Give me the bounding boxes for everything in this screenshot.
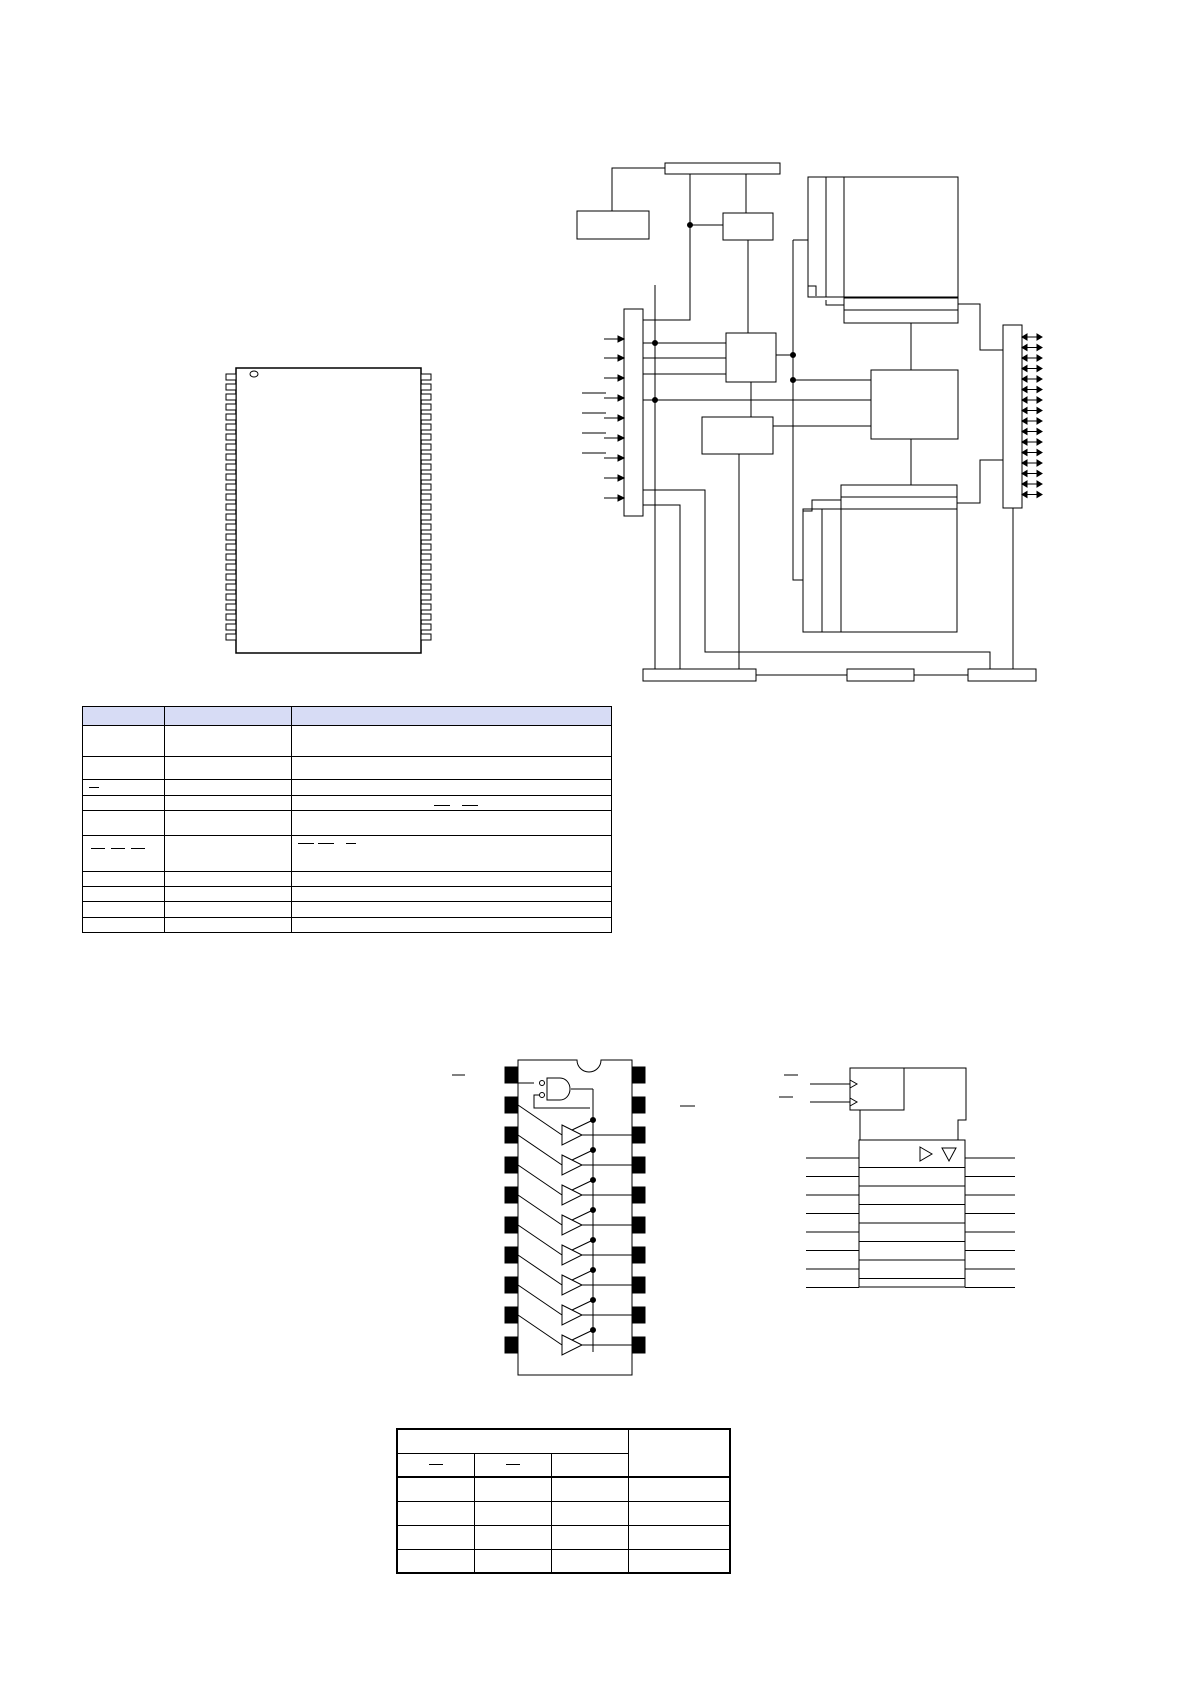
clock-triangle-icon [850, 1080, 857, 1088]
block-counter [702, 417, 773, 454]
enable-line [572, 1330, 593, 1340]
package-pin-left [226, 614, 236, 620]
table-cell [292, 872, 612, 887]
arrowhead-icon [1022, 345, 1027, 351]
enable-line [572, 1180, 593, 1190]
overbar-mark [506, 1464, 520, 1465]
junction-dot [591, 1148, 596, 1153]
package-pin-right [421, 574, 431, 580]
table-row [83, 872, 612, 887]
table-cell [83, 872, 165, 887]
table-cell [292, 918, 612, 933]
truth-row [397, 1549, 730, 1573]
arrowhead-icon [1022, 429, 1027, 435]
package-pin-right [421, 444, 431, 450]
arrowhead-icon [618, 415, 624, 421]
memory-bank-bottom [803, 509, 957, 632]
arrowhead-icon [1022, 355, 1027, 361]
package-pin-right [421, 584, 431, 590]
arrowhead-icon [1037, 481, 1042, 487]
register-column [859, 1140, 965, 1287]
package-pin-right [421, 554, 431, 560]
package-pin-left [226, 574, 236, 580]
dip-pin-right [632, 1307, 645, 1323]
table-cell [292, 796, 612, 811]
enable-line [572, 1240, 593, 1250]
pin-description-table [82, 706, 612, 933]
buffer-input-line [518, 1255, 562, 1285]
enable-line [572, 1150, 593, 1160]
buffer-triangle-icon [562, 1125, 582, 1145]
truth-header-row [397, 1429, 730, 1453]
block-diagram [577, 163, 1042, 681]
dip-pin-right [632, 1097, 645, 1113]
package-pin-right [421, 454, 431, 460]
buffer-input-line [518, 1165, 562, 1195]
package-pin-right [421, 424, 431, 430]
package-pin-left [226, 534, 236, 540]
sense-amp-top [844, 298, 958, 310]
arrowhead-icon [1022, 492, 1027, 498]
package-pin-left [226, 504, 236, 510]
package-pin-right [421, 634, 431, 640]
truth-header-cell [551, 1453, 628, 1477]
truth-cell [628, 1477, 730, 1501]
table-row [83, 757, 612, 780]
package-pin-left [226, 564, 236, 570]
logic-symbol [779, 1068, 1015, 1288]
table-cell [165, 796, 292, 811]
arrowhead-icon [1037, 460, 1042, 466]
table-cell [165, 780, 292, 796]
table-cell [83, 796, 165, 811]
sense-amp-bottom [841, 485, 957, 497]
overbar-mark [131, 848, 145, 849]
control-block [850, 1068, 904, 1110]
package-pin-left [226, 584, 236, 590]
dip-pin-left [505, 1067, 518, 1083]
arrowhead-icon [1022, 450, 1027, 456]
arrowhead-icon [618, 495, 624, 501]
buffer-triangle-icon [562, 1335, 582, 1355]
table-cell [165, 902, 292, 918]
package-pin-right [421, 464, 431, 470]
buffer-input-line [518, 1195, 562, 1225]
table-cell [83, 811, 165, 836]
package-pin-right [421, 594, 431, 600]
block-control-logic [726, 333, 776, 382]
truth-row [397, 1525, 730, 1549]
enable-line [572, 1210, 593, 1220]
arrowhead-icon [1037, 450, 1042, 456]
truth-row [397, 1501, 730, 1525]
dip-pin-right [632, 1337, 645, 1353]
junction-dot [591, 1238, 596, 1243]
package-pin-right [421, 374, 431, 380]
overbar-mark [429, 1464, 443, 1465]
buffer-triangle-icon [562, 1155, 582, 1175]
table-row [83, 887, 612, 902]
buffer-triangle-icon [562, 1215, 582, 1235]
overbar-mark [318, 843, 334, 844]
truth-cell [628, 1501, 730, 1525]
package-pin-left [226, 544, 236, 550]
table-cell [83, 780, 165, 796]
dip-pin-left [505, 1307, 518, 1323]
table-cell [83, 836, 165, 872]
table-row [83, 796, 612, 811]
package-pin-left [226, 374, 236, 380]
arrowhead-icon [1037, 439, 1042, 445]
package-pin-left [226, 424, 236, 430]
overbar-mark [462, 805, 478, 806]
package-pin-left [226, 384, 236, 390]
buffer-input-line [518, 1225, 562, 1255]
arrowhead-icon [1037, 471, 1042, 477]
table-cell [165, 726, 292, 757]
package-pin-left [226, 484, 236, 490]
package-pin-left [226, 474, 236, 480]
package-pin-left [226, 634, 236, 640]
table-cell [165, 757, 292, 780]
dip-pin-right [632, 1187, 645, 1203]
package-pin-right [421, 494, 431, 500]
clock-triangle-icon-2 [850, 1098, 857, 1106]
truth-cell [474, 1501, 551, 1525]
table-cell [292, 902, 612, 918]
enable-line [572, 1300, 593, 1310]
block-decoder [871, 370, 958, 439]
package-pin-right [421, 524, 431, 530]
table-row [83, 836, 612, 872]
arrowhead-icon [1022, 418, 1027, 424]
truth-cell [551, 1549, 628, 1573]
package-pin-left [226, 524, 236, 530]
buffer-triangle-icon [562, 1245, 582, 1265]
arrowhead-icon [1037, 397, 1042, 403]
arrowhead-icon [1037, 408, 1042, 414]
package-pin-right [421, 564, 431, 570]
arrowhead-icon [1022, 408, 1027, 414]
table-cell [165, 887, 292, 902]
arrowhead-icon [1037, 492, 1042, 498]
block-bottom-mid [847, 669, 914, 681]
buffer-input-line [518, 1135, 562, 1165]
package-pin-right [421, 414, 431, 420]
table-cell [165, 811, 292, 836]
table-cell [83, 726, 165, 757]
truth-row [397, 1477, 730, 1501]
dip-pin-right [632, 1127, 645, 1143]
truth-cell [397, 1525, 474, 1549]
buffer-triangle-icon [562, 1185, 582, 1205]
block-top-left [577, 211, 649, 239]
junction-dot [591, 1328, 596, 1333]
memory-bank-top [808, 177, 958, 297]
table-cell [292, 811, 612, 836]
arrowhead-icon [1037, 366, 1042, 372]
block-top-bar [665, 163, 780, 174]
arrowhead-icon [1022, 471, 1027, 477]
package-pin-left [226, 414, 236, 420]
truth-header-cell [397, 1429, 628, 1453]
dip-package-body [518, 1060, 632, 1375]
table-cell [83, 918, 165, 933]
arrowhead-icon [1022, 397, 1027, 403]
table-cell [165, 918, 292, 933]
junction-dot [591, 1178, 596, 1183]
and-gate-icon [547, 1078, 570, 1100]
package-pin-right [421, 504, 431, 510]
truth-cell [474, 1477, 551, 1501]
arrowhead-icon [618, 355, 624, 361]
package-pin-right [421, 544, 431, 550]
table-cell [292, 836, 612, 872]
truth-header-cell [397, 1453, 474, 1477]
package-pin-left [226, 594, 236, 600]
overbar-mark [298, 843, 314, 844]
pin1-marker-icon [250, 371, 258, 377]
buffer-input-line [518, 1105, 562, 1135]
table-cell [292, 887, 612, 902]
overbar-mark [91, 848, 105, 849]
buffer-triangle-icon [562, 1305, 582, 1325]
package-pin-left [226, 464, 236, 470]
table-cell [292, 757, 612, 780]
overbar-mark [434, 805, 450, 806]
package-pin-right [421, 514, 431, 520]
arrowhead-icon [1037, 376, 1042, 382]
arrowhead-icon [1022, 387, 1027, 393]
table-row [83, 780, 612, 796]
buffer-right-icon [920, 1147, 932, 1161]
transceiver-schematic [452, 1060, 695, 1375]
truth-table [396, 1428, 731, 1574]
table-cell [292, 780, 612, 796]
truth-cell [551, 1477, 628, 1501]
buffer-input-line [518, 1285, 562, 1315]
dip-pin-left [505, 1127, 518, 1143]
arrowhead-icon [1022, 376, 1027, 382]
table-cell [83, 902, 165, 918]
column-header [292, 707, 612, 726]
dip-pin-right [632, 1247, 645, 1263]
buffer-down-icon [942, 1148, 956, 1161]
dip-pin-right [632, 1277, 645, 1293]
package-pin-left [226, 394, 236, 400]
truth-cell [551, 1501, 628, 1525]
overbar-mark [89, 787, 99, 788]
package-pin-right [421, 434, 431, 440]
buffer-triangle-icon [562, 1275, 582, 1295]
block-bottom-right [968, 669, 1036, 681]
package-pin-left [226, 604, 236, 610]
truth-header-cell [628, 1429, 730, 1477]
package-pin-right [421, 474, 431, 480]
package-pin-right [421, 534, 431, 540]
column-header [83, 707, 165, 726]
ic-package-outline [226, 368, 431, 653]
table-cell [165, 872, 292, 887]
arrowhead-icon [1022, 366, 1027, 372]
block-input-buffer [624, 309, 643, 516]
arrowhead-icon [1022, 460, 1027, 466]
package-pin-left [226, 444, 236, 450]
dip-pin-left [505, 1247, 518, 1263]
dip-pin-left [505, 1337, 518, 1353]
inverter-bubble-icon [540, 1081, 545, 1086]
truth-cell [397, 1501, 474, 1525]
overbar-mark [346, 843, 356, 844]
dip-pin-left [505, 1217, 518, 1233]
table-row [83, 726, 612, 757]
dip-pin-right [632, 1157, 645, 1173]
package-pin-left [226, 454, 236, 460]
arrowhead-icon [1022, 439, 1027, 445]
table-row [83, 918, 612, 933]
arrowhead-icon [618, 435, 624, 441]
arrowhead-icon [1037, 345, 1042, 351]
truth-header-cell [474, 1453, 551, 1477]
truth-cell [628, 1549, 730, 1573]
table-row [83, 902, 612, 918]
package-pin-right [421, 384, 431, 390]
block-small-upper [723, 213, 773, 240]
overbar-mark [111, 848, 125, 849]
arrowhead-icon [1037, 387, 1042, 393]
dip-pin-right [632, 1067, 645, 1083]
block-io-buffer [1003, 325, 1022, 508]
dip-pin-right [632, 1217, 645, 1233]
table-cell [83, 887, 165, 902]
dip-pin-left [505, 1157, 518, 1173]
package-pin-right [421, 404, 431, 410]
truth-cell [397, 1549, 474, 1573]
buffer-input-line [518, 1315, 562, 1345]
arrowhead-icon [1037, 334, 1042, 340]
block-bottom-left [643, 669, 756, 681]
junction-dot [591, 1118, 596, 1123]
package-pin-right [421, 624, 431, 630]
truth-cell [397, 1477, 474, 1501]
package-pin-left [226, 554, 236, 560]
arrowhead-icon [618, 475, 624, 481]
truth-cell [628, 1525, 730, 1549]
package-pin-left [226, 434, 236, 440]
truth-cell [551, 1525, 628, 1549]
table-row [83, 811, 612, 836]
dip-pin-left [505, 1187, 518, 1203]
column-header [165, 707, 292, 726]
arrowhead-icon [618, 455, 624, 461]
arrowhead-icon [1022, 481, 1027, 487]
table-header-row [83, 707, 612, 726]
package-pin-right [421, 394, 431, 400]
arrowhead-icon [618, 336, 624, 342]
junction-dot [591, 1268, 596, 1273]
enable-line [572, 1120, 593, 1130]
enable-line [572, 1270, 593, 1280]
arrowhead-icon [1037, 429, 1042, 435]
table-cell [83, 757, 165, 780]
table-cell [165, 836, 292, 872]
package-pin-left [226, 404, 236, 410]
package-body [236, 368, 421, 653]
arrowhead-icon [618, 375, 624, 381]
arrowhead-icon [1037, 355, 1042, 361]
junction-dot [591, 1298, 596, 1303]
table-cell [292, 726, 612, 757]
package-pin-left [226, 624, 236, 630]
dip-pin-left [505, 1097, 518, 1113]
dip-pin-left [505, 1277, 518, 1293]
package-pin-right [421, 484, 431, 490]
package-pin-left [226, 514, 236, 520]
package-pin-right [421, 604, 431, 610]
arrowhead-icon [1022, 334, 1027, 340]
arrowhead-icon [1037, 418, 1042, 424]
junction-dot [591, 1208, 596, 1213]
truth-cell [474, 1549, 551, 1573]
package-pin-right [421, 614, 431, 620]
package-pin-left [226, 494, 236, 500]
arrowhead-icon [618, 395, 624, 401]
truth-cell [474, 1525, 551, 1549]
